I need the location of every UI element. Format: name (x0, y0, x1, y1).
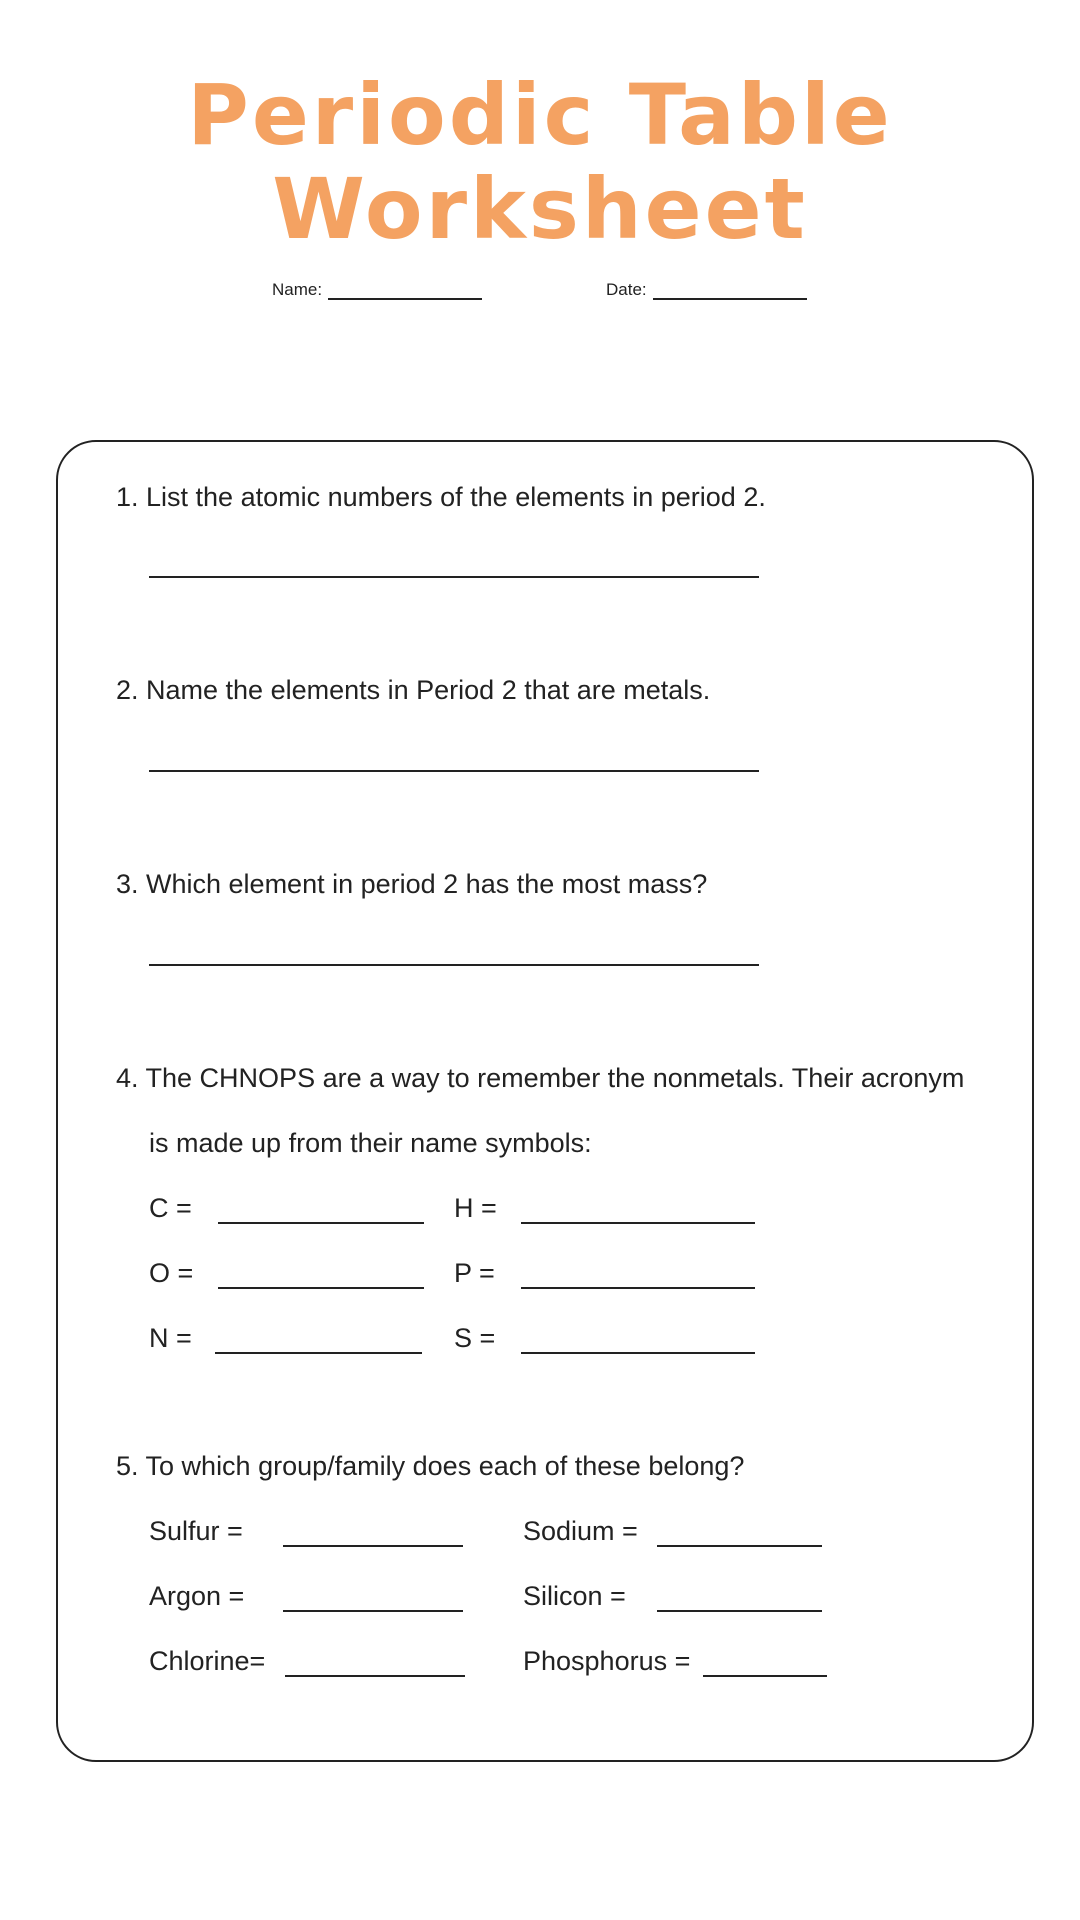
name-blank[interactable] (328, 280, 482, 300)
question-4: 4. The CHNOPS are a way to remember the nonmetals. Their acronym (116, 1063, 965, 1093)
date-field[interactable] (606, 280, 807, 300)
family-argon (149, 1579, 244, 1613)
chnops-o-blank[interactable] (218, 1287, 424, 1289)
family-sulfur-label: Sulfur = (149, 1516, 243, 1546)
family-silicon-blank[interactable] (657, 1610, 822, 1612)
worksheet-title (0, 68, 1080, 256)
chnops-c (149, 1191, 192, 1225)
question-3: 3. Which element in period 2 has the most mass? (116, 869, 708, 899)
chnops-c-label: C = (149, 1193, 192, 1223)
answer-line-2[interactable] (149, 770, 759, 772)
questions-box (56, 440, 1034, 1762)
family-silicon-label: Silicon = (523, 1581, 626, 1611)
name-field[interactable] (272, 280, 482, 300)
question-2: 2. Name the elements in Period 2 that are metals. (116, 675, 711, 705)
family-sodium-blank[interactable] (657, 1545, 822, 1547)
family-silicon (523, 1579, 626, 1613)
family-sulfur (149, 1514, 243, 1548)
family-sodium-label: Sodium = (523, 1516, 638, 1546)
chnops-n-label: N = (149, 1323, 192, 1353)
family-phosphorus (523, 1644, 690, 1678)
chnops-o (149, 1256, 193, 1290)
chnops-p (454, 1256, 495, 1290)
family-chlorine-blank[interactable] (285, 1675, 465, 1677)
chnops-s-label: S = (454, 1323, 496, 1353)
chnops-s (454, 1321, 495, 1355)
family-phosphorus-label: Phosphorus = (523, 1646, 691, 1676)
family-chlorine (149, 1644, 265, 1678)
title-line-2: Worksheet (272, 160, 808, 258)
answer-line-3[interactable] (149, 964, 759, 966)
family-argon-blank[interactable] (283, 1610, 463, 1612)
chnops-n (149, 1321, 192, 1355)
chnops-p-blank[interactable] (521, 1287, 755, 1289)
chnops-o-label: O = (149, 1258, 194, 1288)
chnops-c-blank[interactable] (218, 1222, 424, 1224)
question-4-continued: is made up from their name symbols: (149, 1128, 592, 1158)
chnops-h (454, 1191, 497, 1225)
name-label: Name: (272, 280, 323, 299)
question-5: 5. To which group/family does each of these belong? (116, 1451, 745, 1481)
date-blank[interactable] (653, 280, 807, 300)
answer-line-1[interactable] (149, 576, 759, 578)
family-chlorine-label: Chlorine= (149, 1646, 266, 1676)
question-1: 1. List the atomic numbers of the elements in period 2. (116, 482, 766, 512)
chnops-s-blank[interactable] (521, 1352, 755, 1354)
chnops-h-blank[interactable] (521, 1222, 755, 1224)
title-line-1: Periodic Table (187, 66, 893, 164)
family-argon-label: Argon = (149, 1581, 245, 1611)
chnops-h-label: H = (454, 1193, 497, 1223)
family-phosphorus-blank[interactable] (703, 1675, 827, 1677)
date-label: Date: (606, 280, 647, 299)
family-sulfur-blank[interactable] (283, 1545, 463, 1547)
chnops-n-blank[interactable] (215, 1352, 422, 1354)
chnops-p-label: P = (454, 1258, 495, 1288)
family-sodium (523, 1514, 638, 1548)
